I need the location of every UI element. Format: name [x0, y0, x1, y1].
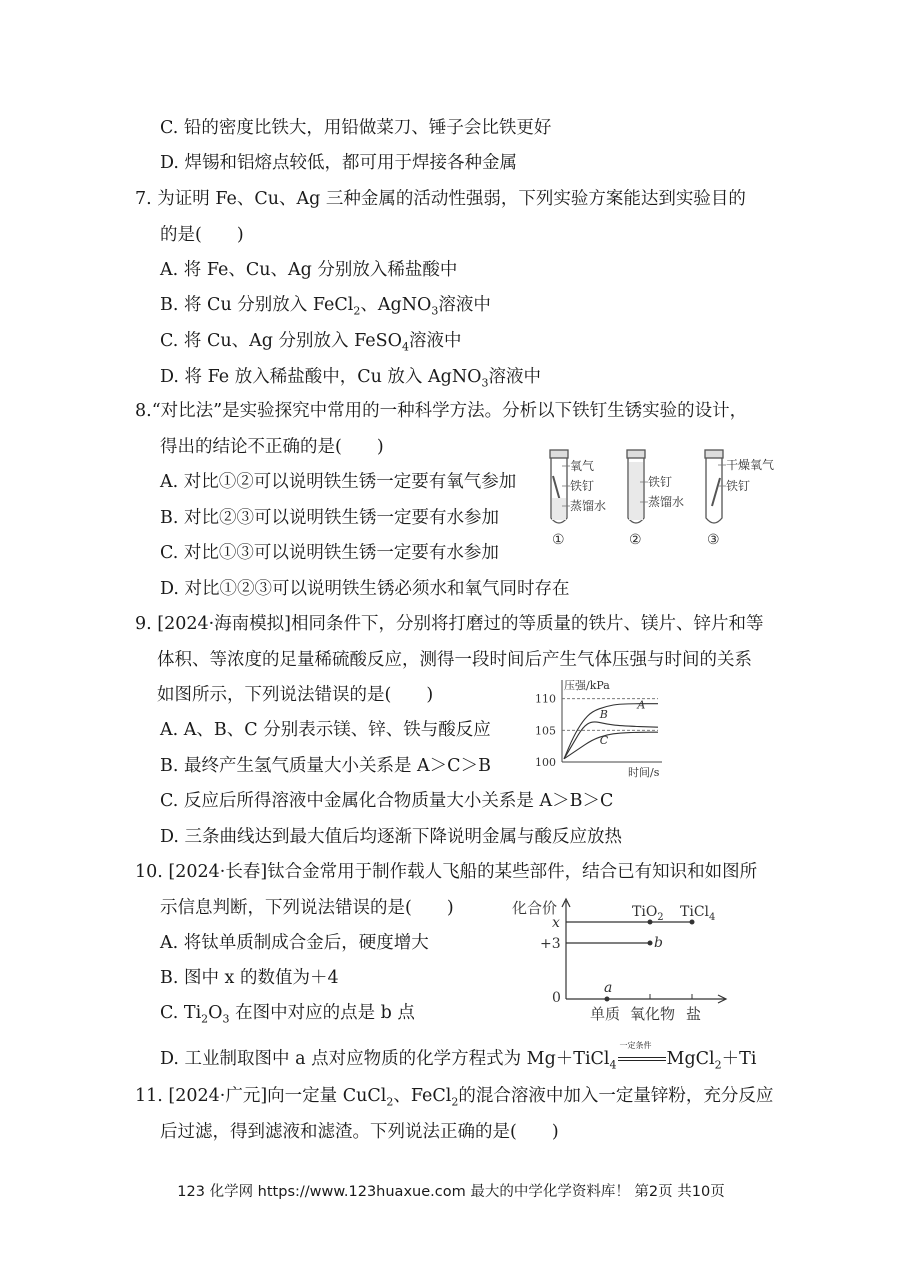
tube1-label-oxygen: 氧气: [570, 459, 595, 473]
tube3-nail: [712, 478, 720, 506]
q10-stem-line1: 10. [2024·长春]钛合金常用于制作载人飞船的某些部件，结合已有知识和如图所: [135, 862, 758, 882]
label-tio2: TiO$_2$: [632, 904, 664, 923]
tube1-water: [552, 498, 566, 520]
q8-option-d: D. 对比①②③可以说明铁生锈必须水和氧气同时存在: [160, 579, 570, 599]
xtick-element: 单质: [590, 1005, 621, 1023]
q6-option-c: C. 铅的密度比铁大，用铅做菜刀、锤子会比铁更好: [160, 118, 552, 138]
label-a: a: [604, 980, 613, 996]
q7-option-b: B. 将 Cu 分别放入 FeCl$_2$、AgNO$_3$溶液中: [160, 295, 491, 318]
q10-option-d: D. 工业制取图中 a 点对应物质的化学方程式为 Mg＋TiCl$_4$ 一定条件 MgCl$_2$＋Ti: [160, 1040, 757, 1072]
rust-experiment-figure: [540, 448, 790, 548]
xtick-salt: 盐: [686, 1005, 702, 1023]
q7-option-c: C. 将 Cu、Ag 分别放入 FeSO$_4$溶液中: [160, 331, 462, 354]
series-a-line: [564, 704, 658, 759]
q8-option-a: A. 对比①②可以说明铁生锈一定要有氧气参加: [160, 472, 517, 492]
q9-stem-line3: 如图所示，下列说法错误的是( ): [157, 685, 434, 705]
pressure-time-chart: [532, 676, 667, 780]
tick-plus3: +3: [540, 936, 561, 952]
series-c-label: C: [599, 733, 609, 747]
series-c-line: [564, 732, 658, 759]
tube2-water: [629, 462, 643, 520]
series-a-label: A: [637, 698, 646, 712]
q7-option-d: D. 将 Fe 放入稀盐酸中，Cu 放入 AgNO$_3$溶液中: [160, 367, 541, 390]
tube1-number: ①: [552, 532, 565, 548]
x-axis-label: 时间/s: [628, 766, 660, 779]
label-b: b: [654, 935, 663, 951]
q7-option-a: A. 将 Fe、Cu、Ag 分别放入稀盐酸中: [160, 260, 458, 280]
y-axis-label: 压强/kPa: [564, 679, 610, 692]
point-ticl4: [690, 920, 695, 925]
q9-stem-line2: 体积、等浓度的足量稀硫酸反应，测得一段时间后产生气体压强与时间的关系: [157, 650, 752, 670]
tube1-label-nail: 铁钉: [570, 479, 595, 493]
q10-option-c: C. $Ti_2O_3$ 在图中对应的点是 b 点: [160, 1003, 415, 1026]
q7-stem-line1: 7. 为证明 Fe、Cu、Ag 三种金属的活动性强弱，下列实验方案能达到实验目的: [135, 189, 746, 209]
point-b: [648, 941, 653, 946]
xtick-oxide: 氧化物: [630, 1005, 676, 1023]
tube3-label-dry-oxygen: 干燥氧气: [726, 458, 775, 472]
tube1-stopper: [550, 450, 568, 458]
valence-chart: [510, 895, 735, 1025]
series-b-line: [564, 722, 658, 759]
tube2-stopper: [627, 450, 645, 458]
q6-option-d: D. 焊锡和铝熔点较低，都可用于焊接各种金属: [160, 153, 518, 173]
tube2-label-nail: 铁钉: [648, 475, 673, 489]
y-tick-label: 110: [535, 692, 556, 706]
tube3-body: [706, 458, 722, 523]
y-tick-label: 105: [535, 724, 556, 738]
q8-stem-line2: 得出的结论不正确的是( ): [160, 437, 384, 457]
q11-stem-line2: 后过滤，得到滤液和滤渣。下列说法正确的是( ): [160, 1122, 559, 1142]
page-footer: 123 化学网 https://www.123huaxue.com 最大的中学化学资料库！ 第2页 共10页: [177, 1184, 725, 1200]
tube2-number: ②: [629, 532, 642, 548]
q9-option-c: C. 反应后所得溶液中金属化合物质量大小关系是 A＞B＞C: [160, 791, 614, 811]
tick-zero: 0: [552, 990, 561, 1006]
q10-option-b: B. 图中 x 的数值为＋4: [160, 968, 339, 988]
q9-option-b: B. 最终产生氢气质量大小关系是 A＞C＞B: [160, 756, 491, 776]
tube2-label-water: 蒸馏水: [648, 495, 685, 509]
tube3-label-nail: 铁钉: [726, 479, 751, 493]
q9-stem-line1: 9. [2024·海南模拟]相同条件下，分别将打磨过的等质量的铁片、镁片、锌片和等: [135, 614, 764, 634]
q8-option-b: B. 对比②③可以说明铁生锈一定要有水参加: [160, 508, 499, 528]
q9-option-a: A. A、B、C 分别表示镁、锌、铁与酸反应: [160, 720, 491, 740]
q8-stem-line1: 8.“对比法”是实验探究中常用的一种科学方法。分析以下铁钉生锈实验的设计，: [135, 401, 748, 421]
tick-x: x: [552, 915, 560, 931]
valence-y-label: 化合价: [512, 899, 558, 917]
y-tick-label: 100: [535, 756, 556, 769]
q11-stem-line1: 11. [2024·广元]向一定量 CuCl$_2$、FeCl$_2$的混合溶液中加入一定量锌粉，充分反应: [135, 1086, 774, 1109]
q10-stem-line2: 示信息判断，下列说法错误的是( ): [160, 898, 454, 918]
q7-stem-line2: 的是( ): [160, 225, 244, 245]
tube3-stopper: [705, 450, 723, 458]
series-b-label: B: [599, 707, 608, 721]
point-tio2: [648, 920, 653, 925]
q9-option-d: D. 三条曲线达到最大值后均逐渐下降说明金属与酸反应放热: [160, 827, 623, 847]
tube1-label-water: 蒸馏水: [570, 499, 607, 513]
label-ticl4: TiCl$_4$: [680, 904, 716, 923]
q10-option-a: A. 将钛单质制成合金后，硬度增大: [160, 933, 429, 953]
point-a: [605, 997, 610, 1002]
q8-option-c: C. 对比①③可以说明铁生锈一定要有水参加: [160, 543, 499, 563]
tube3-number: ③: [707, 532, 720, 548]
